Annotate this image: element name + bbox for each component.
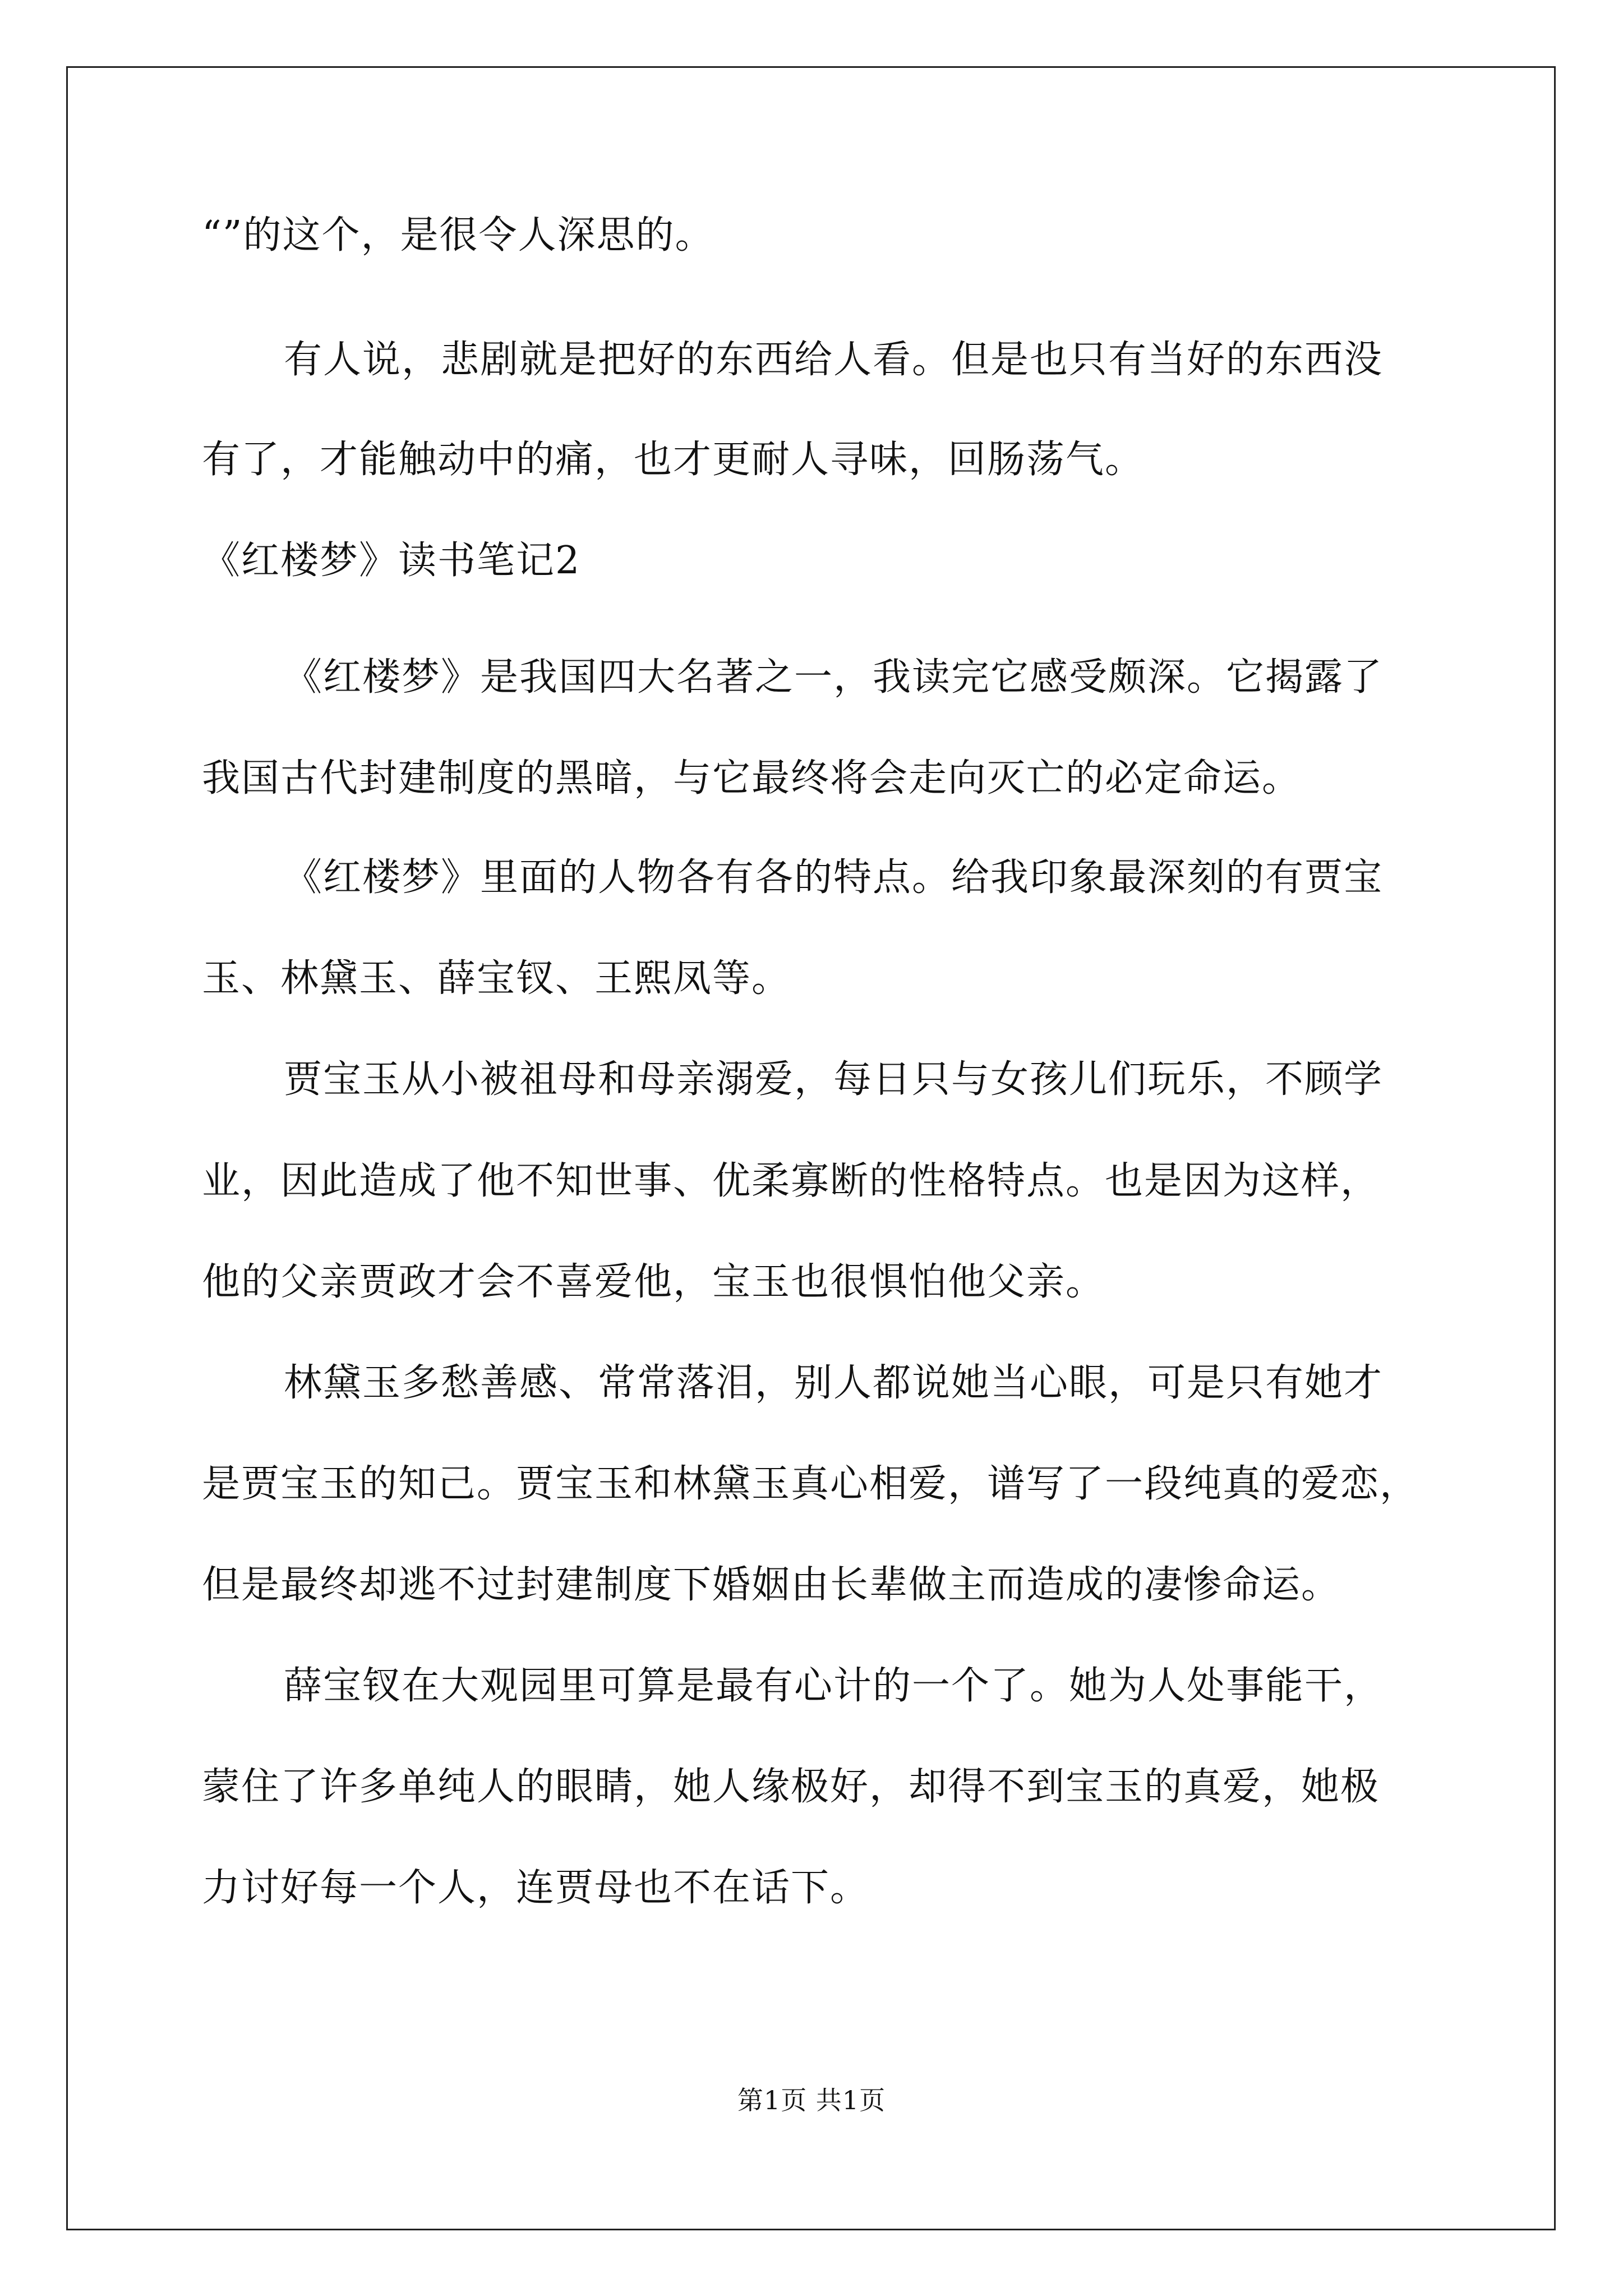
paragraph-line: 《红楼梦》是我国四大名著之一，我读完它感受颇深。它揭露了 — [284, 655, 1384, 700]
text-line: 但是最终却逃不过封建制度下婚姻由长辈做主而造成的凄惨命运。 — [202, 1563, 1341, 1607]
paragraph-line: 有人说，悲剧就是把好的东西给人看。但是也只有当好的东西没 — [284, 338, 1384, 382]
text-line: 力讨好每一个人，连贾母也不在话下。 — [202, 1866, 870, 1910]
text-line: 他的父亲贾政才会不喜爱他，宝玉也很惧怕他父亲。 — [202, 1260, 1105, 1304]
text-line: 玉、林黛玉、薛宝钗、王熙凤等。 — [202, 956, 791, 1001]
text-line: 有了，才能触动中的痛，也才更耐人寻味，回肠荡气。 — [202, 438, 1145, 482]
section-title: 《红楼梦》读书笔记2 — [202, 539, 581, 583]
paragraph-line: 林黛玉多愁善感、常常落泪，别人都说她当心眼，可是只有她才 — [284, 1361, 1384, 1405]
paragraph-line: 贾宝玉从小被祖母和母亲溺爱，每日只与女孩儿们玩乐，不顾学 — [284, 1057, 1384, 1102]
text-line: 蒙住了许多单纯人的眼睛，她人缘极好，却得不到宝玉的真爱，她极 — [202, 1765, 1380, 1809]
text-line: 业，因此造成了他不知世事、优柔寡断的性格特点。也是因为这样， — [202, 1159, 1380, 1203]
paragraph-line: 《红楼梦》里面的人物各有各的特点。给我印象最深刻的有贾宝 — [284, 855, 1384, 900]
text-line: 是贾宝玉的知己。贾宝玉和林黛玉真心相爱，谱写了一段纯真的爱恋， — [202, 1462, 1419, 1506]
text-line: 我国古代封建制度的黑暗，与它最终将会走向灭亡的必定命运。 — [202, 756, 1302, 800]
text-line: “”的这个，是很令人深思的。 — [202, 213, 714, 257]
page-number: 第1页 共1页 — [737, 2085, 886, 2115]
paragraph-line: 薛宝钗在大观园里可算是最有心计的一个了。她为人处事能干， — [284, 1664, 1384, 1708]
